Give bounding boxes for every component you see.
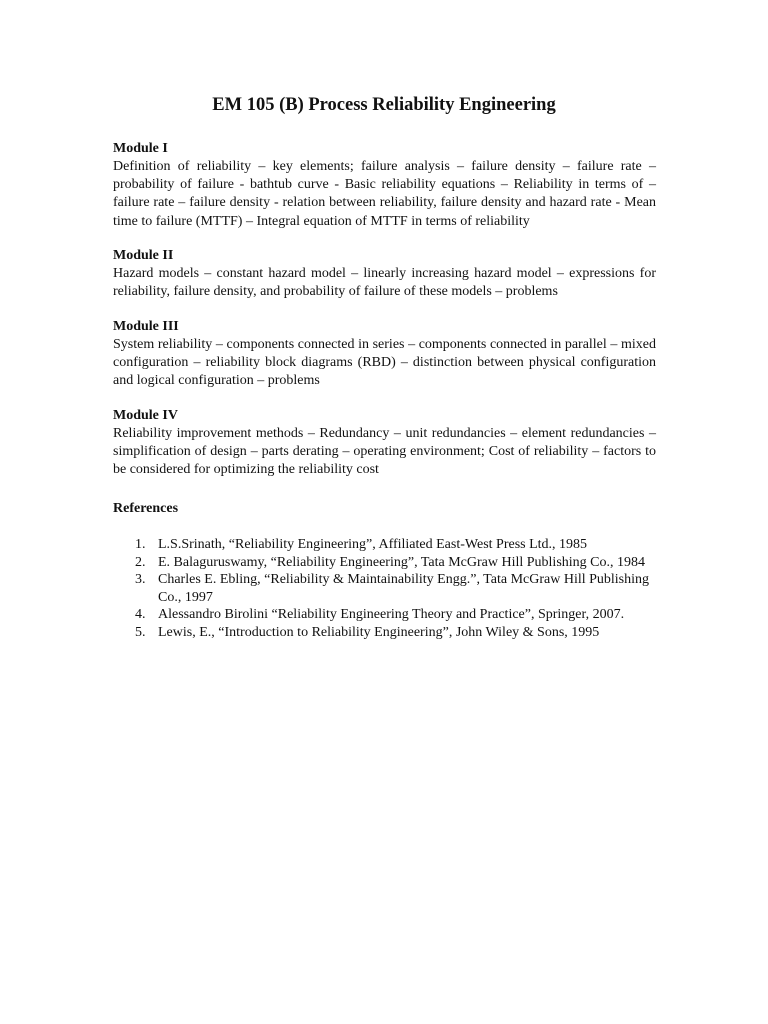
reference-item bbox=[113, 624, 656, 642]
reference-item bbox=[113, 606, 656, 624]
page-title: EM 105 (B) Process Reliability Engineering bbox=[212, 95, 556, 115]
reference-text: Charles E. Ebling, “Reliability & Maintainability Engg.”, Tata McGraw Hill Publishing Co., 1997 bbox=[158, 572, 650, 605]
references-list bbox=[113, 536, 656, 642]
module-3 bbox=[113, 318, 656, 391]
reference-item bbox=[113, 571, 656, 606]
reference-item bbox=[113, 536, 656, 554]
module-body: Definition of reliability – key elements; failure analysis – failure density – failure rate – probability of failure - bathtub curve - Basic reliability equations – Reliability in terms of – failure rate – failure density - relation between reliability, failure density and hazard rate - Mean time to failure (MTTF) – Integral equation of MTTF in terms of reliability bbox=[113, 159, 656, 229]
module-2 bbox=[113, 247, 656, 301]
reference-number: 3. bbox=[135, 572, 146, 588]
reference-item bbox=[113, 554, 656, 572]
module-1 bbox=[113, 140, 656, 231]
module-body: System reliability – components connected in series – components connected in parallel – mixed configuration – reliability block diagrams (RBD) – distinction between physical configuration and logical configuration – problems bbox=[113, 337, 656, 389]
reference-text: Lewis, E., “Introduction to Reliability Engineering”, John Wiley & Sons, 1995 bbox=[158, 624, 600, 640]
reference-number: 2. bbox=[135, 554, 146, 570]
reference-number: 5. bbox=[135, 624, 146, 640]
module-heading: Module II bbox=[113, 248, 174, 263]
reference-number: 4. bbox=[135, 607, 146, 623]
reference-text: E. Balaguruswamy, “Reliability Engineering”, Tata McGraw Hill Publishing Co., 1984 bbox=[158, 554, 645, 570]
reference-text: Alessandro Birolini “Reliability Engineering Theory and Practice”, Springer, 2007. bbox=[158, 607, 625, 623]
module-4 bbox=[113, 407, 656, 480]
module-body: Reliability improvement methods – Redundancy – unit redundancies – element redundancies – simplification of design – parts derating – operating environment; Cost of reliability – factors to be considered for optimizing the reliability cost bbox=[113, 426, 656, 478]
module-heading: Module III bbox=[113, 319, 179, 334]
module-heading: Module I bbox=[113, 141, 168, 156]
reference-text: L.S.Srinath, “Reliability Engineering”, Affiliated East-West Press Ltd., 1985 bbox=[158, 537, 588, 552]
module-heading: Module IV bbox=[113, 408, 178, 423]
references-heading: References bbox=[113, 501, 179, 516]
reference-number: 1. bbox=[135, 537, 146, 552]
module-body: Hazard models – constant hazard model – linearly increasing hazard model – expressions for reliability, failure density, and probability of failure of these models – problems bbox=[113, 266, 656, 300]
